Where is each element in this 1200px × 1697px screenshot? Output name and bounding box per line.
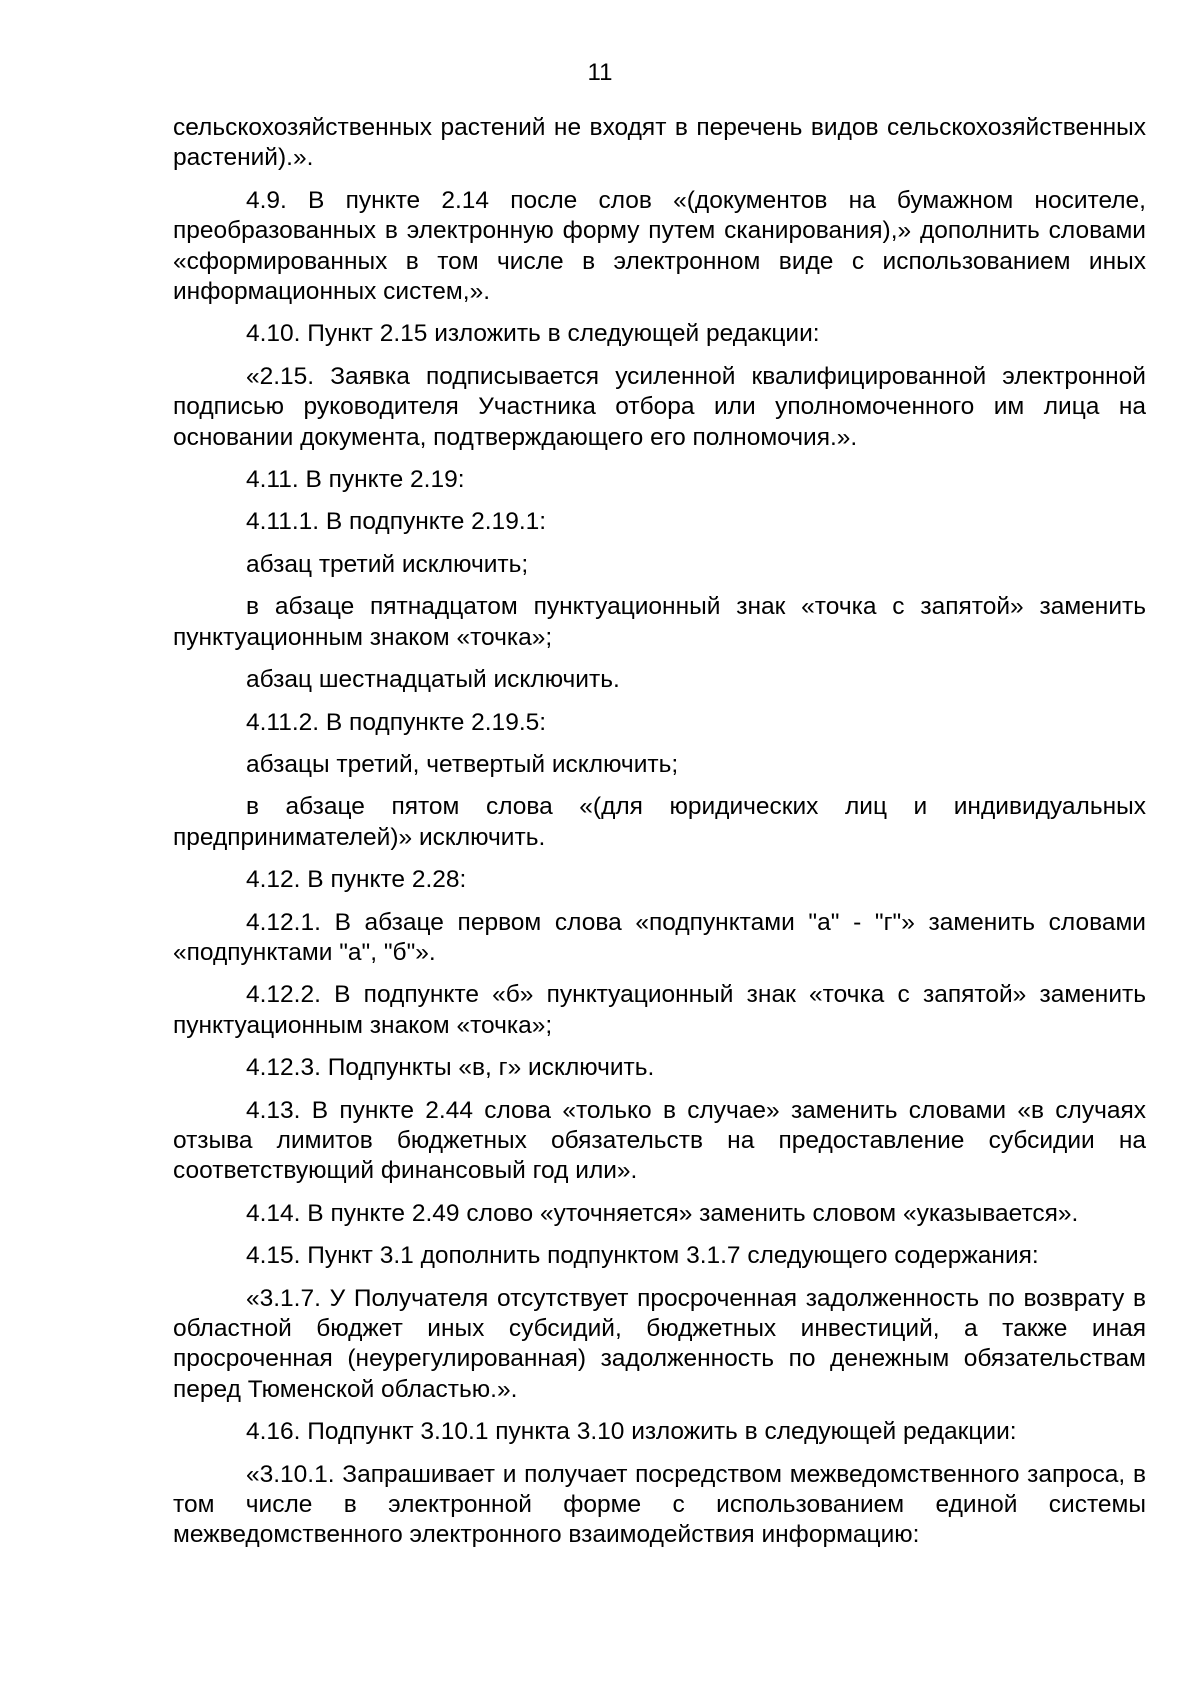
paragraph: 4.14. В пункте 2.49 слово «уточняется» заменить словом «указывается». (246, 1199, 1079, 1227)
paragraph: в абзаце пятом слова «(для юридических лиц и индивидуальных предпринимателей)» исключить. (173, 793, 1146, 851)
paragraph: «3.1.7. У Получателя отсутствует просроченная задолженность по возврату в областной бюджет иных субсидий, бюджетных инвестиций, а также иная просроченная (неурегулированная) задолженность по денежным обязательствам перед Тюменской областью.». (173, 1284, 1146, 1403)
paragraph: 4.12.3. Подпункты «в, г» исключить. (246, 1054, 655, 1082)
paragraph: 4.12. В пункте 2.28: (246, 866, 467, 894)
paragraph: 4.12.2. В подпункте «б» пунктуационный знак «точка с запятой» заменить пунктуационным знаком «точка»; (173, 981, 1146, 1039)
paragraph: 4.11. В пункте 2.19: (246, 466, 465, 494)
paragraph: абзац шестнадцатый исключить. (246, 666, 620, 694)
paragraph: 4.13. В пункте 2.44 слова «только в случае» заменить словами «в случаях отзыва лимитов бюджетных обязательств на предоставление субсидии на соответствующий финансовый год или». (173, 1096, 1146, 1185)
paragraph: 4.15. Пункт 3.1 дополнить подпунктом 3.1.7 следующего содержания: (246, 1242, 1039, 1270)
paragraph: сельскохозяйственных растений не входят в перечень видов сельскохозяйственных растений).». (173, 114, 1146, 172)
paragraph: 4.16. Подпункт 3.10.1 пункта 3.10 изложить в следующей редакции: (246, 1418, 1017, 1446)
paragraph: 4.10. Пункт 2.15 изложить в следующей редакции: (246, 320, 820, 348)
paragraph: 4.9. В пункте 2.14 после слов «(документов на бумажном носителе, преобразованных в электронную форму путем сканирования),» дополнить словами «сформированных в том числе в электронном виде с использованием иных информационных систем,». (173, 186, 1146, 306)
paragraph: 4.11.1. В подпункте 2.19.1: (246, 508, 547, 536)
paragraph: абзацы третий, четвертый исключить; (246, 750, 679, 778)
page-number: 11 (587, 59, 613, 86)
paragraph: «2.15. Заявка подписывается усиленной квалифицированной электронной подписью руководителя Участника отбора или уполномоченного им лица на основании документа, подтверждающего его полномочия.». (173, 362, 1146, 451)
document-body (173, 113, 1146, 1563)
paragraph: в абзаце пятнадцатом пунктуационный знак «точка с запятой» заменить пунктуационным знаком «точка»; (173, 593, 1146, 651)
paragraph: «3.10.1. Запрашивает и получает посредством межведомственного запроса, в том числе в электронной форме с использованием единой системы межведомственного электронного взаимодействия информацию: (173, 1460, 1146, 1549)
paragraph: абзац третий исключить; (246, 550, 529, 578)
paragraph: 4.12.1. В абзаце первом слова «подпунктами "а" - "г"» заменить словами «подпунктами "а", "б"». (173, 908, 1146, 966)
paragraph: 4.11.2. В подпункте 2.19.5: (246, 708, 547, 736)
